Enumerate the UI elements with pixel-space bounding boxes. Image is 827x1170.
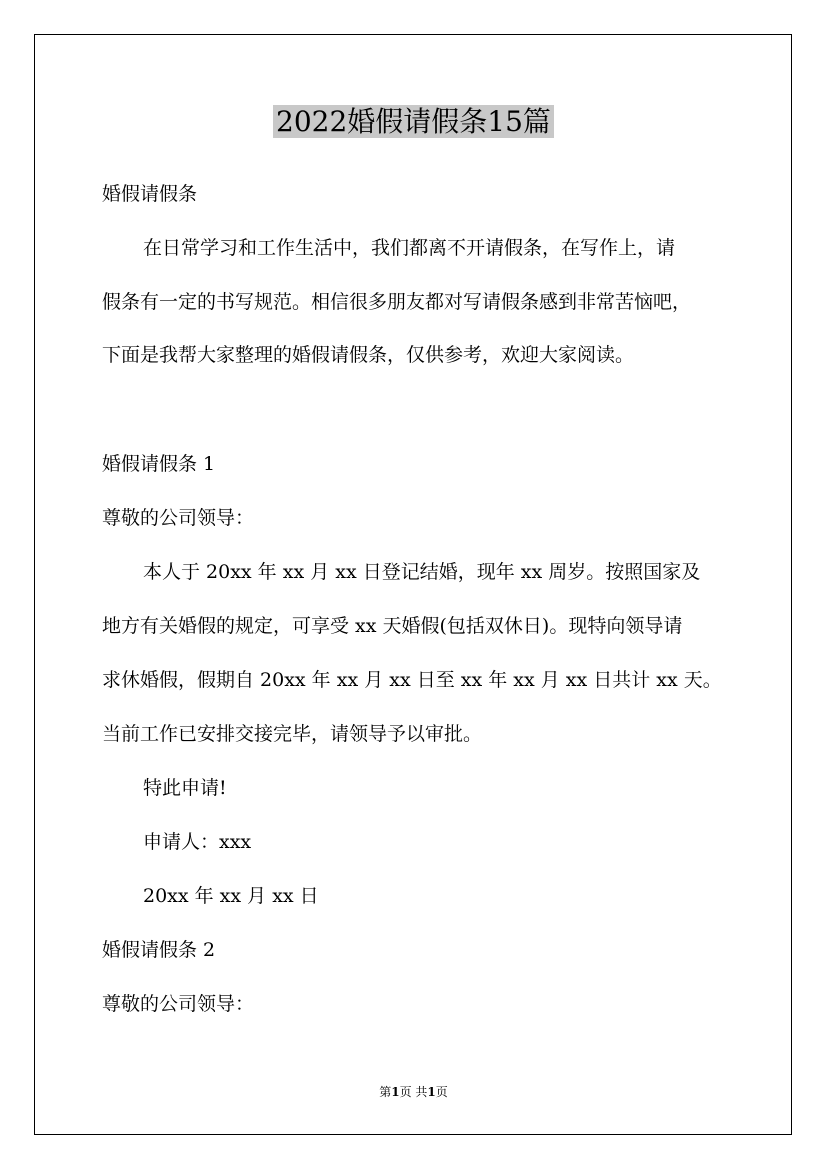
section1-body-line-3: 求休婚假，假期自 20xx 年 xx 月 xx 日至 xx 年 xx 月 xx 日共计 xx 天。 [102, 669, 722, 691]
intro-line-2: 假条有一定的书写规范。相信很多朋友都对写请假条感到非常苦恼吧， [102, 291, 692, 313]
section1-salutation: 尊敬的公司领导： [102, 507, 255, 529]
section1-closing: 特此申请! [143, 777, 227, 799]
footer-page-number: 1 [391, 1085, 400, 1099]
footer-page-prefix: 第 [379, 1085, 392, 1099]
section2-heading: 婚假请假条 2 [102, 939, 216, 961]
section1-applicant: 申请人：xxx [143, 831, 252, 853]
intro-heading: 婚假请假条 [102, 183, 198, 205]
footer-page-suffix: 页 [435, 1085, 448, 1099]
section1-body-line-1: 本人于 20xx 年 xx 月 xx 日登记结婚，现年 xx 周岁。按照国家及 [143, 561, 701, 583]
section1-body-line-2: 地方有关婚假的规定，可享受 xx 天婚假(包括双休日)。现特向领导请 [102, 615, 683, 637]
intro-line-3: 下面是我帮大家整理的婚假请假条，仅供参考，欢迎大家阅读。 [102, 344, 635, 366]
document-title [0, 102, 827, 142]
footer-page-mid: 页 共 [399, 1085, 428, 1099]
page-footer [0, 1084, 827, 1100]
footer-total-pages: 1 [427, 1085, 436, 1099]
section1-date: 20xx 年 xx 月 xx 日 [143, 885, 319, 907]
section1-heading: 婚假请假条 1 [102, 453, 216, 475]
document-title-text: 2022婚假请假条15篇 [273, 105, 554, 138]
section1-body-line-4: 当前工作已安排交接完毕，请领导予以审批。 [102, 723, 483, 745]
intro-line-1: 在日常学习和工作生活中，我们都离不开请假条，在写作上，请 [143, 237, 676, 259]
section2-salutation: 尊敬的公司领导： [102, 993, 255, 1015]
